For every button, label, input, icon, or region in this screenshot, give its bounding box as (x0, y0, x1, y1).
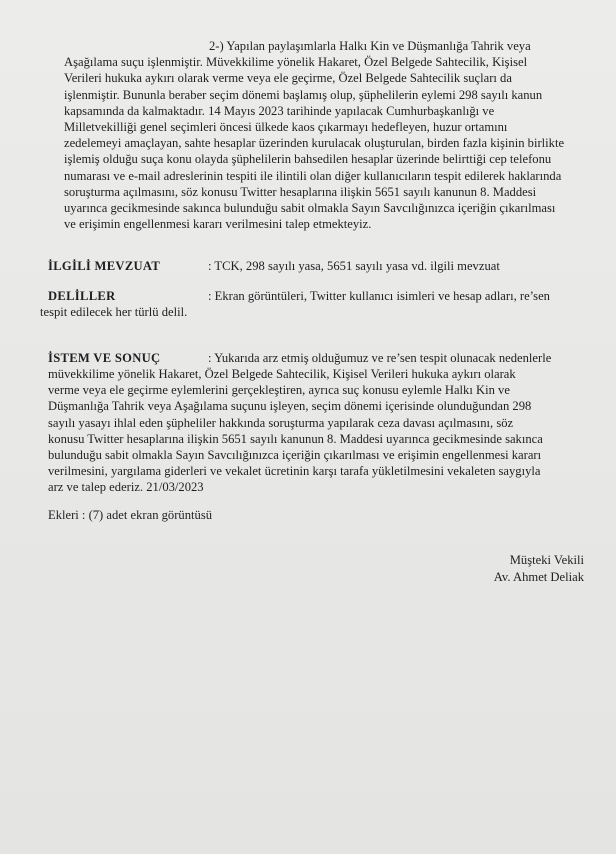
istem-line: verme veya ele geçirme eylemlerini gerçekleştiren, ayrıca suç konusu eylemle Halkı Kin ve (48, 383, 510, 398)
signature-block (494, 552, 584, 586)
intro-line: ve erişimin engellenmesi kararı verilmesini talep etmekteyiz. (64, 217, 372, 232)
deliller-section (40, 288, 588, 319)
intro-line: soruşturma açılmasını, söz konusu Twitter hesaplarına ilişkin 5651 sayılı kanunun 8. Maddesi (64, 184, 537, 199)
istem-line: müvekkilime yönelik Hakaret, Özel Belgede Sahtecilik, Kişisel Verileri hukuka aykırı olarak (48, 367, 516, 381)
istem-line: konusu Twitter hesaplarına ilişkin 5651 sayılı kanunun 8. Maddesi uyarınca gecikmesinde sakınca (48, 431, 543, 446)
intro-paragraph (64, 38, 584, 232)
istem-heading: İSTEM VE SONUÇ (48, 351, 161, 365)
mevzuat-value: : TCK, 298 sayılı yasa, 5651 sayılı yasa vd. ilgili mevzuat (208, 259, 500, 273)
intro-line: kapsamında da kalmaktadır. 14 Mayıs 2023 tarihinde yapılacak Cumhurbaşkanlığı ve (64, 103, 495, 118)
intro-line: zedelemeyi amaçlayan, sahte hesaplar üzerinden kurulacak oluşturulan, birden fazla kişinin birlikte (64, 136, 565, 151)
signature-title: Müşteki Vekili (509, 553, 584, 567)
deliller-value-line1: : Ekran görüntüleri, Twitter kullanıcı isimleri ve hesap adları, re’sen (208, 289, 550, 303)
deliller-value-line2: tespit edilecek her türlü delil. (40, 305, 188, 319)
ekler-line: Ekleri : (7) adet ekran görüntüsü (48, 508, 213, 522)
intro-line: 2-) Yapılan paylaşımlarla Halkı Kin ve Düşmanlığa Tahrik veya (209, 39, 531, 53)
mevzuat-heading: İLGİLİ MEVZUAT (48, 259, 161, 273)
intro-line: işlenmiştir. Bununla beraber seçim dönemi başlamış olup, şüphelilerin eylemi 298 sayılı kanun (64, 87, 543, 102)
istem-section (48, 350, 588, 496)
intro-line: Aşağılama suçu işlenmiştir. Müvekkilime yönelik Hakaret, Özel Belgede Sahtecilik, Kişisel (64, 55, 528, 70)
istem-line: Düşmanlığa Tahrik veya Aşağılama suçunu işleyen, seçim dönemi içerisinde olunduğundan 298 (48, 399, 532, 414)
istem-line: sayılı yasayı ihlal eden şüpheliler hakkında soruşturma yapılarak ceza davası açılmasını, söz (48, 415, 514, 430)
istem-line: arz ve talep ederiz. 21/03/2023 (48, 480, 204, 495)
istem-line: verilmesini, yargılama giderleri ve vekalet ücretinin karşı tarafa yükletilmesini vekaleten saygıyla (48, 464, 541, 479)
intro-line: numarası ve e-mail adreslerinin tespiti ile ilintili olan diğer kullanıcıların tespit edilerek haklarında (64, 168, 562, 183)
intro-line: uyarınca gecikmesinde sakınca bulunduğu sabit olmakla Sayın Savcılığınızca içeriğin çıkarılması (64, 201, 556, 216)
intro-line: Verileri hukuka aykırı olarak verme veya ele geçirme, Özel Belgede Sahtecilik suçları da (64, 71, 512, 86)
signature-name: Av. Ahmet Deliak (493, 570, 584, 584)
intro-line: işlemiş olduğu suça konu olayda şüphelilerin bahsedilen hesaplar üzerinde belirttiği cep telefonu (64, 152, 552, 167)
intro-line: Milletvekilliği genel seçimleri öncesi ülkede kaos çıkarmayı hedefleyen, huzur ortamını (64, 120, 508, 135)
deliller-heading: DELİLLER (48, 289, 116, 303)
istem-first-line: : Yukarıda arz etmiş olduğumuz ve re’sen tespit olunacak nedenlerle (208, 351, 552, 365)
istem-line: bulunduğu sabit olmakla Sayın Savcılığınızca içeriğin çıkarılması ve erişimin engellenmesi kararı (48, 448, 542, 463)
